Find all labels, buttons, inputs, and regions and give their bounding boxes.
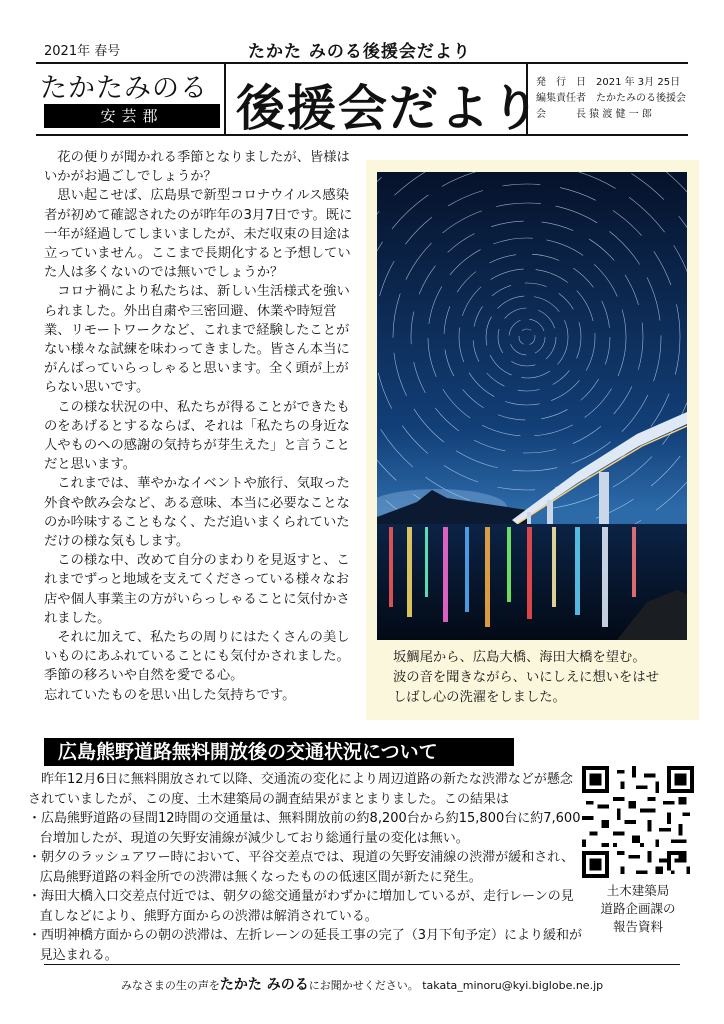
candidate-name: たかたみのる <box>40 73 208 104</box>
article-paragraph: それに加えて、私たちの周りにはたくさんの美しいものにあふれていることにも気付かされました。季節の移ろいや自然を愛でる心。 <box>44 630 350 684</box>
article-paragraph: この様な中、改めて自分のまわりを見返すと、これまでずっと地域を支えてくださっている様々なお店や個人事業主の方がいらっしゃることに気付かされました。 <box>44 553 350 626</box>
bullet-item: ・海田大橋入口交差点付近では、朝夕の総交通量がわずかに増加しているが、走行レーンの見直しなどにより、熊野方面からの渋滞は解消されている。 <box>28 889 574 924</box>
qr-caption-line: 報告資料 <box>612 919 663 934</box>
footer-contact[interactable]: にお聞かせください。 takata_minoru@kyi.biglobe.ne.jp <box>308 979 604 992</box>
footer-divider <box>44 964 680 965</box>
footer-text: みなさまの生の声を <box>120 979 220 992</box>
qr-code-icon[interactable] <box>582 766 694 878</box>
caption-line: 波の音を聞きながら、いにしえに想いをはせ <box>393 670 659 685</box>
article-paragraph: 思い起こせば、広島県で新型コロナウイルス感染者が初めて確認されたのが昨年の3月7日です。既に一年が経過してしまいましたが、未だ収束の目途は立っていません。ここまで長期化すると予想していた人は多くないのでは無いでしょうか？ <box>44 188 353 281</box>
section-intro: 昨年12月6日に無料開放されて以降、交通流の変化により周辺道路の新たな渋滞などが懸念されていましたが、この度、土木建築局の調査結果がまとまりました。この結果は <box>28 772 573 807</box>
masthead <box>36 64 688 136</box>
article-paragraph: 忘れていたものを思い出した気持ちです。 <box>44 687 296 703</box>
caption-line: 坂鯛尾から、広島大橋、海田大橋を望む。 <box>393 650 646 665</box>
footer <box>44 974 680 994</box>
area-badge: 安芸郡 <box>44 104 220 128</box>
newsletter-title: 後援会だより <box>236 80 543 137</box>
editor: 編集責任者 たかたみのる後援会 <box>536 93 686 104</box>
chairman: 会 長 猿 渡 健 一 郎 <box>536 109 652 120</box>
article-paragraph: 花の便りが聞かれる季節となりましたが、皆様はいかがお過ごしでしょうか？ <box>44 150 350 185</box>
article-paragraph: コロナ禍により私たちは、新しい生活様式を強いられました。外出自粛や三密回避、休業や時短営業、リモートワークなど、これまで経験したことがない様々な試練を味わってきました。皆さん本当にがんばっていらっしゃると思います。全く頭が上がらない思いです。 <box>44 284 350 396</box>
caption-line: しばし心の洗濯をしました。 <box>393 690 566 705</box>
night-bridge-star-trail-photo <box>377 172 687 640</box>
section-title: 広島熊野道路無料開放後の交通状況について <box>44 738 514 766</box>
section-body <box>28 770 584 965</box>
name-box <box>36 64 226 134</box>
issue-label: 2021年 春号 <box>44 44 121 59</box>
qr-caption-line: 道路企画課の <box>600 901 676 916</box>
qr-caption <box>582 882 694 936</box>
qr-caption-line: 土木建築局 <box>606 883 670 898</box>
article-paragraph: この様な状況の中、私たちが得ることができたものをあげるとするならば、それは「私たちの身近な人やものへの感謝の気持ちが芽生えた」と言うことだと思います。 <box>44 399 350 473</box>
publish-date: 発 行 日 2021 年 3月 25日 <box>536 77 681 88</box>
publication-info <box>526 64 688 134</box>
bullet-item: ・朝夕のラッシュアワー時において、平谷交差点では、現道の矢野安浦線の渋滞が緩和され、広島熊野道路の料金所での渋滞は無くなったものの低速区間が新たに発生。 <box>28 850 575 885</box>
bullet-item: ・広島熊野道路の昼間12時間の交通量は、無料開放前の約8,200台から約15,800台に約7,600台増加したが、現道の矢野安浦線が減少しており総通行量の変化は無い。 <box>28 811 581 846</box>
footer-name: たかた みのる <box>219 977 309 993</box>
article-body <box>44 148 359 705</box>
photo-caption <box>393 648 693 708</box>
bullet-item: ・西明神橋方面からの朝の渋滞は、左折レーンの延長工事の完了（3月下旬予定）により緩和が見込まれる。 <box>28 928 583 963</box>
newsletter-top-name: たかた みのる後援会だより <box>248 42 471 62</box>
article-paragraph: これまでは、華やかなイベントや旅行、気取った外食や飲み会など、ある意味、本当に必要なことなのか吟味することもなく、ただ追いまくられていただけの様な気もします。 <box>44 476 350 550</box>
